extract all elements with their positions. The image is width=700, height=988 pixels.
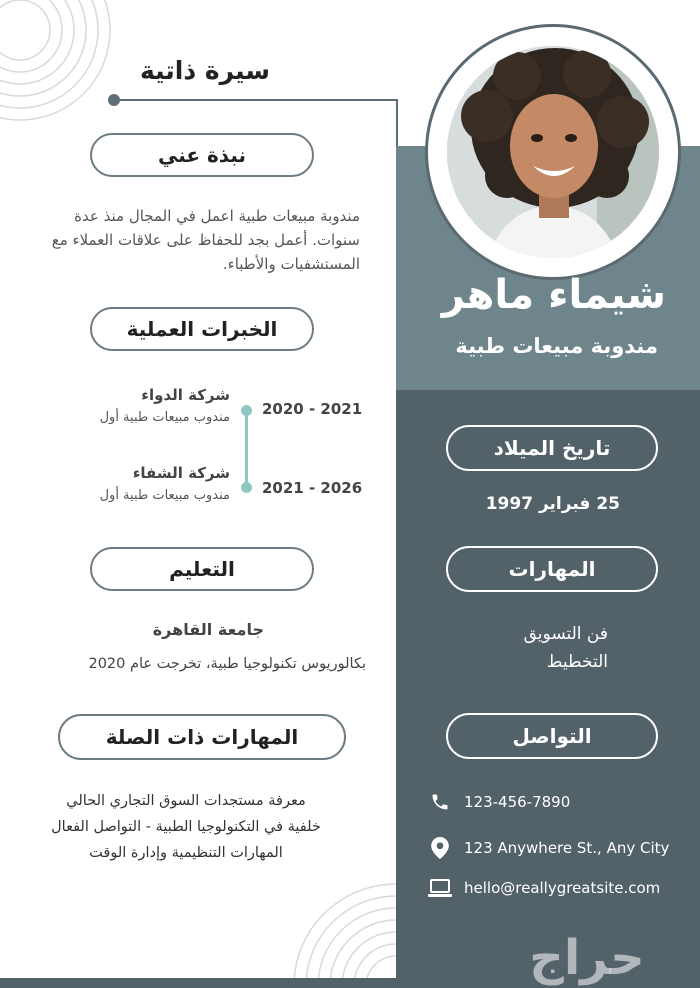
related-skills-heading-label: المهارات ذات الصلة [105,725,299,749]
decorative-arcs-bottom [256,866,396,978]
profile-photo [447,46,659,258]
experience-entry [40,464,230,503]
skill-item: التخطيط [546,652,608,672]
about-heading [90,133,314,177]
contact-phone[interactable]: 123-456-7890 [464,793,571,811]
footer-strip [0,978,396,988]
skills-heading [446,546,658,592]
contact-address: 123 Anywhere St., Any City [464,839,670,857]
experience-role: مندوب مبيعات طبية أول [99,488,230,503]
experience-heading-label: الخبرات العملية [126,317,278,341]
decorative-arcs-top [0,0,130,130]
experience-entry [40,386,230,425]
experience-role: مندوب مبيعات طبية أول [99,410,230,425]
about-heading-label: نبذة عني [157,143,247,167]
education-degree: بكالوريوس تكنولوجيا طبية، تخرجت عام 2020 [88,656,366,672]
contact-email[interactable]: hello@reallygreatsite.com [464,879,661,897]
heading-line [114,99,398,101]
timeline-line [245,410,248,488]
experience-years: 2020 - 2021 [262,400,363,418]
birthdate-heading [446,425,658,471]
related-skills-heading [58,714,346,760]
skill-item: فن التسويق [523,624,608,644]
education-heading [90,547,314,591]
birthdate-value: 25 فبراير 1997 [485,494,620,514]
experience-heading [90,307,314,351]
contact-phone-row [428,790,570,814]
contact-heading-label: التواصل [512,724,592,748]
related-skills-list [20,788,352,866]
experience-company: شركة الشفاء [132,464,230,482]
experience-years: 2021 - 2026 [262,479,363,497]
education-heading-label: التعليم [169,557,235,581]
phone-icon [428,790,452,814]
person-job-title: مندوبة مبيعات طبية [455,334,658,358]
heading-line-vertical [396,99,398,147]
about-text: مندوبة مبيعات طبية اعمل في المجال منذ عدة سنوات. أعمل بجد للحفاظ على علاقات العملاء مع المستشفيات والأطباء. [51,207,360,273]
related-skill-item: معرفة مستجدات السوق التجاري الحالي [66,793,306,809]
contact-heading [446,713,658,759]
contact-address-row [428,836,669,860]
laptop-icon [428,876,452,900]
skills-list [420,620,608,676]
resume-heading: سيرة ذاتية [140,56,270,85]
person-name: شيماء ماهر [441,272,666,318]
location-pin-icon [428,836,452,860]
timeline-dot [241,405,252,416]
timeline-dot [241,482,252,493]
skills-heading-label: المهارات [508,557,596,581]
experience-company: شركة الدواء [141,386,230,404]
related-skill-item: خلفية في التكنولوجيا الطبية - التواصل الفعال [51,819,321,835]
education-university: جامعة القاهرة [152,620,264,639]
related-skill-item: المهارات التنظيمية وإدارة الوقت [89,845,283,861]
contact-email-row [428,876,660,900]
birthdate-heading-label: تاريخ الميلاد [493,436,611,460]
watermark-logo: حراج [529,930,645,986]
